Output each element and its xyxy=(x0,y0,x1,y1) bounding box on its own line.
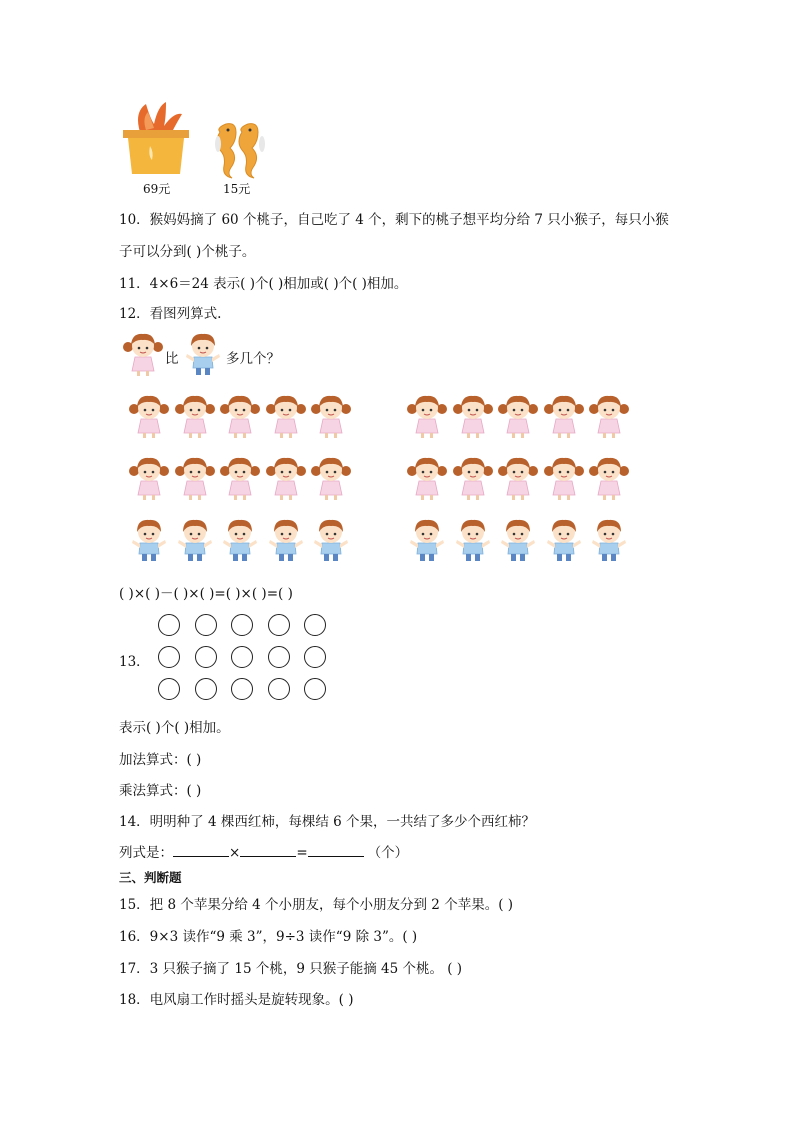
q13-add-formula: 加法算式：( ) xyxy=(119,752,202,768)
girl-icon xyxy=(175,454,215,502)
q14-formula-row xyxy=(119,841,408,861)
boy-icon xyxy=(175,516,215,564)
circle-icon xyxy=(304,614,326,636)
girl-icon xyxy=(266,392,306,440)
girl-icon xyxy=(498,454,538,502)
circle-icon xyxy=(304,646,326,668)
q13-means: 表示( )个( )相加。 xyxy=(119,720,230,736)
potted-plant-image xyxy=(120,100,192,176)
compare-word: 比 xyxy=(165,351,179,367)
equals-sign: = xyxy=(296,845,308,861)
boy-icon xyxy=(407,516,447,564)
girl-icon xyxy=(407,454,447,502)
circle-icon xyxy=(231,646,253,668)
judgment-16: 16．9×3 读作“9 乘 3”，9÷3 读作“9 除 3”。( ) xyxy=(119,929,418,945)
q10-line1: 10．猴妈妈摘了 60 个桃子，自己吃了 4 个，剩下的桃子想平均分给 7 只小猴子，每只小猴 xyxy=(119,212,669,228)
seahorse-price: 15元 xyxy=(223,182,251,196)
judgment-17: 17．3 只猴子摘了 15 个桃，9 只猴子能摘 45 个桃。 ( ) xyxy=(119,961,463,977)
circle-icon xyxy=(231,614,253,636)
girl-icon xyxy=(123,330,163,378)
girl-icon xyxy=(220,454,260,502)
boy-icon xyxy=(498,516,538,564)
girl-icon xyxy=(407,392,447,440)
circle-icon xyxy=(268,646,290,668)
girl-icon xyxy=(311,454,351,502)
q14-text: 14．明明种了 4 棵西红柿，每棵结 6 个果，一共结了多少个西红柿？ xyxy=(119,814,536,830)
boy-icon xyxy=(544,516,584,564)
circle-icon xyxy=(268,614,290,636)
times-sign: × xyxy=(229,845,241,861)
q12-formula: ( )×( )－( )×( )=( )×( )=( ) xyxy=(119,586,293,602)
girl-icon xyxy=(129,454,169,502)
blank-1[interactable] xyxy=(173,844,229,857)
circle-icon xyxy=(158,614,180,636)
seahorse-image xyxy=(206,118,272,180)
boy-icon xyxy=(129,516,169,564)
judgment-15: 15．把 8 个苹果分给 4 个小朋友，每个小朋友分到 2 个苹果。( ) xyxy=(119,897,514,913)
girl-icon xyxy=(129,392,169,440)
girl-icon xyxy=(589,454,629,502)
girl-icon xyxy=(544,392,584,440)
boy-icon xyxy=(589,516,629,564)
circle-icon xyxy=(158,646,180,668)
girl-icon xyxy=(498,392,538,440)
girl-icon xyxy=(311,392,351,440)
judgment-18: 18．电风扇工作时摇头是旋转现象。( ) xyxy=(119,992,354,1008)
plant-price: 69元 xyxy=(143,182,171,196)
girl-icon xyxy=(453,392,493,440)
boy-icon xyxy=(453,516,493,564)
circle-icon xyxy=(158,678,180,700)
q13-mul-formula: 乘法算式：( ) xyxy=(119,783,202,799)
q10-line2: 子可以分到( )个桃子。 xyxy=(119,244,256,260)
circle-icon xyxy=(195,646,217,668)
blank-2[interactable] xyxy=(240,844,296,857)
circle-icon xyxy=(195,614,217,636)
circle-icon xyxy=(195,678,217,700)
boy-icon xyxy=(220,516,260,564)
section-heading: 三、判断题 xyxy=(119,870,182,885)
girl-icon xyxy=(589,392,629,440)
circle-icon xyxy=(304,678,326,700)
boy-icon xyxy=(266,516,306,564)
girl-icon xyxy=(453,454,493,502)
boy-icon xyxy=(183,330,223,378)
q14-formula-prefix: 列式是： xyxy=(119,845,173,861)
girl-icon xyxy=(266,454,306,502)
circle-icon xyxy=(231,678,253,700)
q13-label: 13． xyxy=(119,654,150,670)
unit-label: （个） xyxy=(367,845,409,861)
circle-icon xyxy=(268,678,290,700)
girl-icon xyxy=(175,392,215,440)
boy-icon xyxy=(311,516,351,564)
q11-text: 11．4×6＝24 表示( )个( )相加或( )个( )相加。 xyxy=(119,276,408,292)
compare-tail: 多几个？ xyxy=(226,351,280,367)
q12-title: 12．看图列算式. xyxy=(119,306,222,322)
blank-3[interactable] xyxy=(308,844,364,857)
girl-icon xyxy=(544,454,584,502)
girl-icon xyxy=(220,392,260,440)
